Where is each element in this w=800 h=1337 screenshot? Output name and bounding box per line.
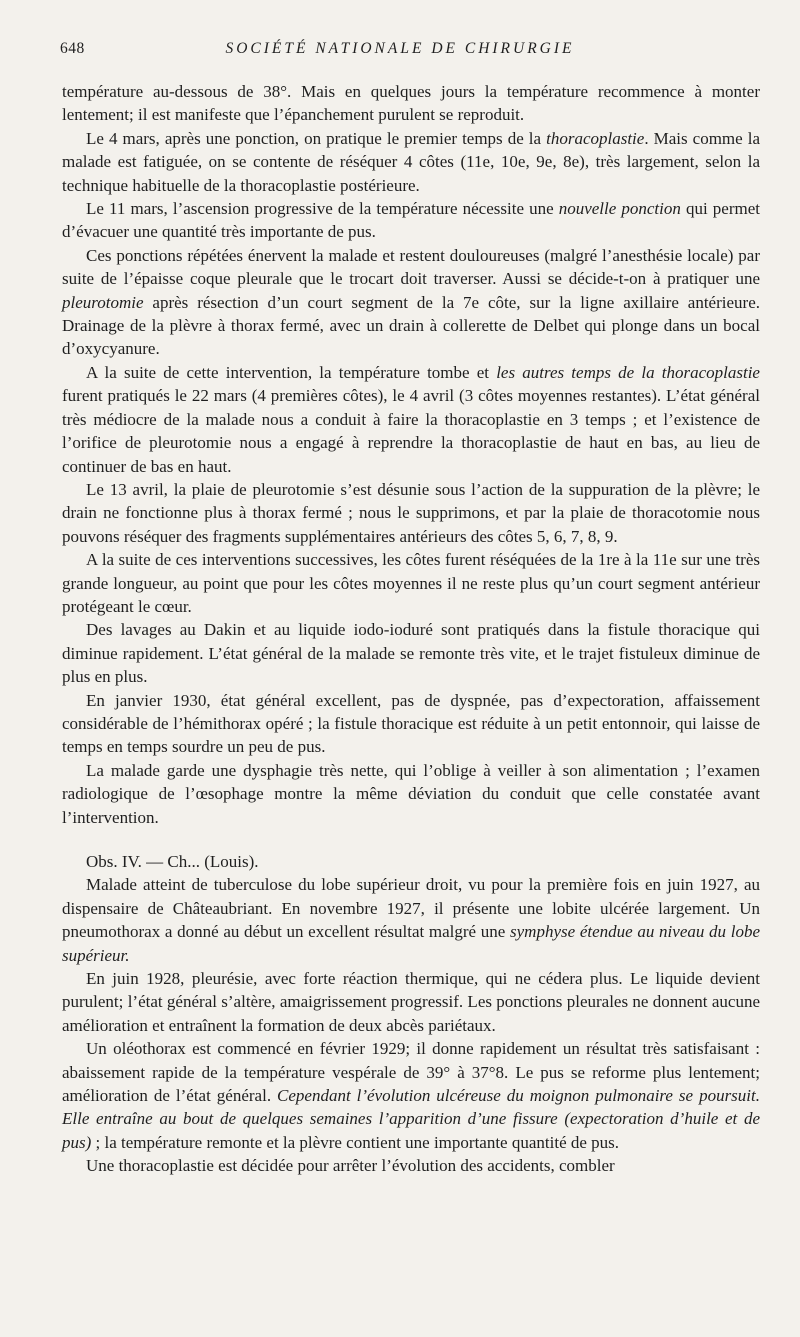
text-run: ; la température remonte et la plèvre contient une importante quantité de pus. [91, 1132, 620, 1152]
text-run: Des lavages au Dakin et au liquide iodo-ioduré sont pratiqués dans la fistule thoracique qui diminue rapidement. L’état général de la malade se remonte très vite, et le trajet fistuleux diminue de plus en plus. [62, 620, 760, 687]
text-run: Le 4 mars, après une ponction, on pratique le premier temps de la [86, 128, 547, 148]
text-run: Un oléothorax est commencé en février 1929; il donne rapidement un résultat très satisfaisant : abaissement rapide de la température vespérale de 39° à 37°8. Le pus se reforme plus lentement; amélioration de l’état général. [62, 1039, 760, 1106]
text-run: En janvier 1930, état général excellent, pas de dyspnée, pas d’expectoration, affaissement considérable de l’hémithorax opéré ; la fistule thoracique est réduite à un petit entonnoir, qui laisse de temps en temps sourdre un peu de pus. [62, 690, 760, 757]
text-run: Malade atteint de tuberculose du lobe supérieur droit, vu pour la première fois en juin 1927, au dispensaire de Châteaubriant. En novembre 1927, il présente une lobite ulcérée largement. Un pneumothorax a donné au début un excellent résultat malgré une [62, 875, 760, 942]
text-run: . Mais comme la malade est fatiguée, on se contente de réséquer 4 côtes (11e, 10e, 9e, 8e), très largement, selon la technique habituelle de la thoracoplastie postérieure. [62, 128, 760, 195]
text-run: furent pratiqués le 22 mars (4 premières côtes), le 4 avril (3 côtes moyennes restantes). L’état général très médiocre de la malade nous a conduit à faire la thoracoplastie en 3 temps ; et l’existence de l’orifice de pleurotomie nous a engagé à reprendre la thoracoplastie de haut en bas, au lieu de continuer de bas en haut. [62, 386, 760, 476]
paragraph [62, 548, 760, 618]
paragraph [62, 197, 760, 244]
text-run: Obs. IV. — Ch... (Louis). [86, 852, 259, 871]
paragraph [62, 967, 760, 1037]
paragraph [62, 1037, 760, 1154]
paragraph [62, 80, 760, 127]
paragraph [62, 361, 760, 478]
text-run: Le 11 mars, l’ascension progressive de la température nécessite une [86, 199, 559, 219]
text-run: après résection d’un court segment de la 7e côte, sur la ligne axillaire antérieure. Drainage de la plèvre à thorax fermé, avec un drain à collerette de Delbet qui plonge dans un bocal d’oxycyanure. [62, 292, 760, 359]
text-run: température au-dessous de 38°. Mais en quelques jours la température recommence à monter lentement; il est manifeste que l’épanchement purulent se reproduit. [62, 82, 760, 125]
paragraph [62, 689, 760, 759]
paragraph [62, 759, 760, 829]
text-run: Une thoracoplastie est décidée pour arrêter l’évolution des accidents, combler [86, 1156, 615, 1176]
paragraph [62, 127, 760, 197]
italic-run: symphyse étendue au niveau du lobe supérieur. [62, 922, 760, 965]
italic-run: les autres temps de la thoracoplastie [496, 362, 760, 382]
paragraph [62, 478, 760, 548]
italic-run: pleurotomie [62, 292, 144, 312]
text-run: Ces ponctions répétées énervent la malade et restent douloureuses (malgré l’anesthésie locale) par suite de l’épaisse coque pleurale que le trocart doit traverser. Aussi se décide-t-on à pratiquer une [62, 245, 760, 289]
text-run: qui permet d’évacuer une quantité très importante de pus. [62, 199, 760, 242]
text-run: A la suite de ces interventions successives, les côtes furent réséquées de la 1re à la 11e sur une très grande longueur, au point que pour les côtes moyennes il ne reste plus qu’un court segment antérieur protégeant le cœur. [62, 550, 760, 616]
running-title: SOCIÉTÉ NATIONALE DE CHIRURGIE [225, 40, 575, 57]
italic-run: Cependant l’évolution ulcéreuse du moignon pulmonaire se poursuit. Elle entraîne au bout de quelques semaines l’apparition d’une fissure (expectoration d’huile et de pus) [62, 1086, 760, 1152]
text-run: Le 13 avril, la plaie de pleurotomie s’est désunie sous l’action de la suppuration de la plèvre; le drain ne fonctionne plus à thorax fermé ; nous le supprimons, et par la plaie de thoracotomie nous pouvons réséquer des fragments supplémentaires antérieurs des côtes 5, 6, 7, 8, 9. [62, 479, 760, 546]
italic-run: nouvelle ponction [558, 199, 681, 219]
text-run: En juin 1928, pleurésie, avec forte réaction thermique, qui ne cédera plus. Le liquide devient purulent; l’état général s’altère, amaigrissement progressif. Les ponctions pleurales ne donnent aucune amélioration et entraînent la formation de deux abcès pariétaux. [62, 969, 760, 1035]
page-number: 648 [60, 40, 85, 57]
paragraph [62, 618, 760, 688]
observation-heading [62, 850, 760, 873]
page-header [60, 40, 740, 62]
text-run: A la suite de cette intervention, la température tombe et [86, 362, 497, 382]
text-run: La malade garde une dysphagie très nette, qui l’oblige à veiller à son alimentation ; l’examen radiologique de l’œsophage montre la même déviation du conduit que celle constatée avant l’intervention. [62, 760, 760, 827]
paragraph [62, 244, 760, 361]
paragraph [62, 1154, 760, 1177]
body-text [62, 80, 760, 1178]
paragraph [62, 873, 760, 967]
italic-run: thoracoplastie [546, 128, 645, 148]
